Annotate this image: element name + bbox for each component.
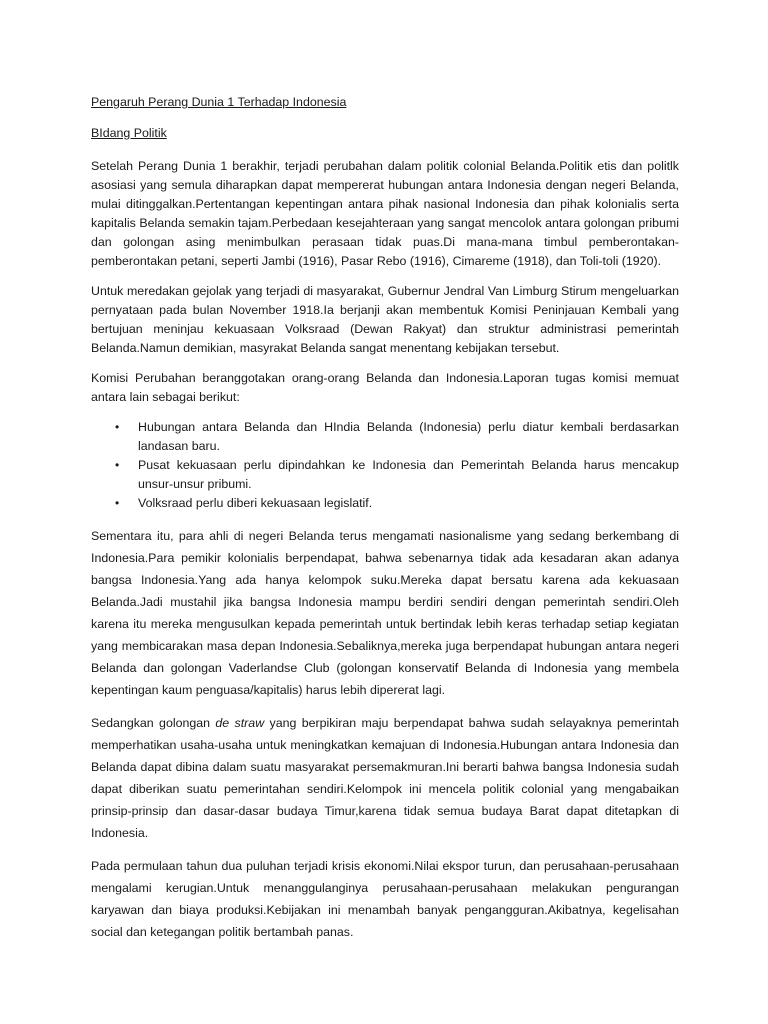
- paragraph-1: Setelah Perang Dunia 1 berakhir, terjadi perubahan dalam politik colonial Belanda.Politik etis dan politlk asosiasi yang semula diharapkan dapat mempererat hubungan antara Indonesia dengan negeri Belanda, mulai ditinggalkan.Pertentangan kepentingan antara pihak nasional Indonesia dan pihak kolonialis serta kapitalis Belanda semakin tajam.Perbedaan kesejahteraan yang sangat mencolok antara golongan pribumi dan golongan asing menimbulkan perasaan tidak puas.Di mana-mana timbul pemberontakan-pemberontakan petani, seperti Jambi (1916), Pasar Rebo (1916), Cimareme (1918), dan Toli-toli (1920).: [91, 159, 679, 268]
- paragraph-4: Sementara itu, para ahli di negeri Belanda terus mengamati nasionalisme yang sedang berkembang di Indonesia.Para pemikir kolonialis berpendapat, bahwa sebenarnya tidak ada kesadaran akan adanya bangsa Indonesia.Yang ada hanya kelompok suku.Mereka dapat bersatu karena ada kekuasaan Belanda.Jadi mustahil jika bangsa Indonesia mampu berdiri sendiri dengan pemerintah sendiri.Oleh karena itu mereka mengusulkan kepada pemerintah untuk bertindak lebih keras terhadap setiap kegiatan yang membicarakan masa depan Indonesia.Sebaliknya,mereka juga berpendapat hubungan antara negeri Belanda dan golongan Vaderlandse Club (golongan konservatif Belanda di Indonesia yang membela kepentingan kaum penguasa/kapitalis) harus lebih dipererat lagi.: [91, 529, 679, 697]
- document-title: Pengaruh Perang Dunia 1 Terhadap Indonesia: [91, 95, 347, 109]
- bullet-icon: •: [115, 458, 120, 472]
- section-heading: BIdang Politik: [91, 126, 167, 140]
- document-page: [91, 93, 679, 954]
- paragraph-5: [91, 712, 679, 844]
- paragraph-3: Komisi Perubahan beranggotakan orang-orang Belanda dan Indonesia.Laporan tugas komisi memuat antara lain sebagai berikut:: [91, 371, 679, 404]
- list-item-text: Pusat kekuasaan perlu dipindahkan ke Indonesia dan Pemerintah Belanda harus mencakup unsur-unsur pribumi.: [138, 458, 679, 491]
- list-item: [115, 494, 679, 513]
- bullet-icon: •: [115, 496, 120, 510]
- list-item: [115, 456, 679, 494]
- paragraph-6: Pada permulaan tahun dua puluhan terjadi krisis ekonomi.Nilai ekspor turun, dan perusahaan-perusahaan mengalami kerugian.Untuk menanggulanginya perusahaan-perusahaan melakukan pengurangan karyawan dan biaya produksi.Kebijakan ini menambah banyak pengangguran.Akibatnya, kegelisahan social dan ketegangan politik bertambah panas.: [91, 859, 679, 939]
- list-item: [115, 418, 679, 456]
- list-item-text: Hubungan antara Belanda dan HIndia Belanda (Indonesia) perlu diatur kembali berdasarkan landasan baru.: [138, 420, 679, 453]
- paragraph-5-italic-term: de straw: [215, 716, 265, 730]
- bullet-icon: •: [115, 420, 120, 434]
- paragraph-2: Untuk meredakan gejolak yang terjadi di masyarakat, Gubernur Jendral Van Limburg Stirum mengeluarkan pernyataan pada bulan November 1918.Ia berjanji akan membentuk Komisi Peninjauan Kembali yang bertujuan meninjau kekuasaan Volksraad (Dewan Rakyat) dan struktur administrasi pemerintah Belanda.Namun demikian, masyrakat Belanda sangat menentang kebijakan tersebut.: [91, 284, 679, 355]
- paragraph-5-end: yang berpikiran maju berpendapat bahwa sudah selayaknya pemerintah memperhatikan usaha-usaha untuk meningkatkan kemajuan di Indonesia.Hubungan antara Indonesia dan Belanda dapat dibina dalam suatu masyarakat persemakmuran.Ini berarti bahwa bangsa Indonesia sudah dapat diberikan suatu pemerintahan sendiri.Kelompok ini mencela politik colonial yang mengabaikan prinsip-prinsip dan dasar-dasar budaya Timur,karena tidak semua budaya Barat dapat ditetapkan di Indonesia.: [91, 716, 679, 840]
- bullet-list: [91, 418, 679, 513]
- list-item-text: Volksraad perlu diberi kekuasaan legislatif.: [138, 496, 373, 510]
- paragraph-5-start: Sedangkan golongan: [91, 716, 216, 730]
